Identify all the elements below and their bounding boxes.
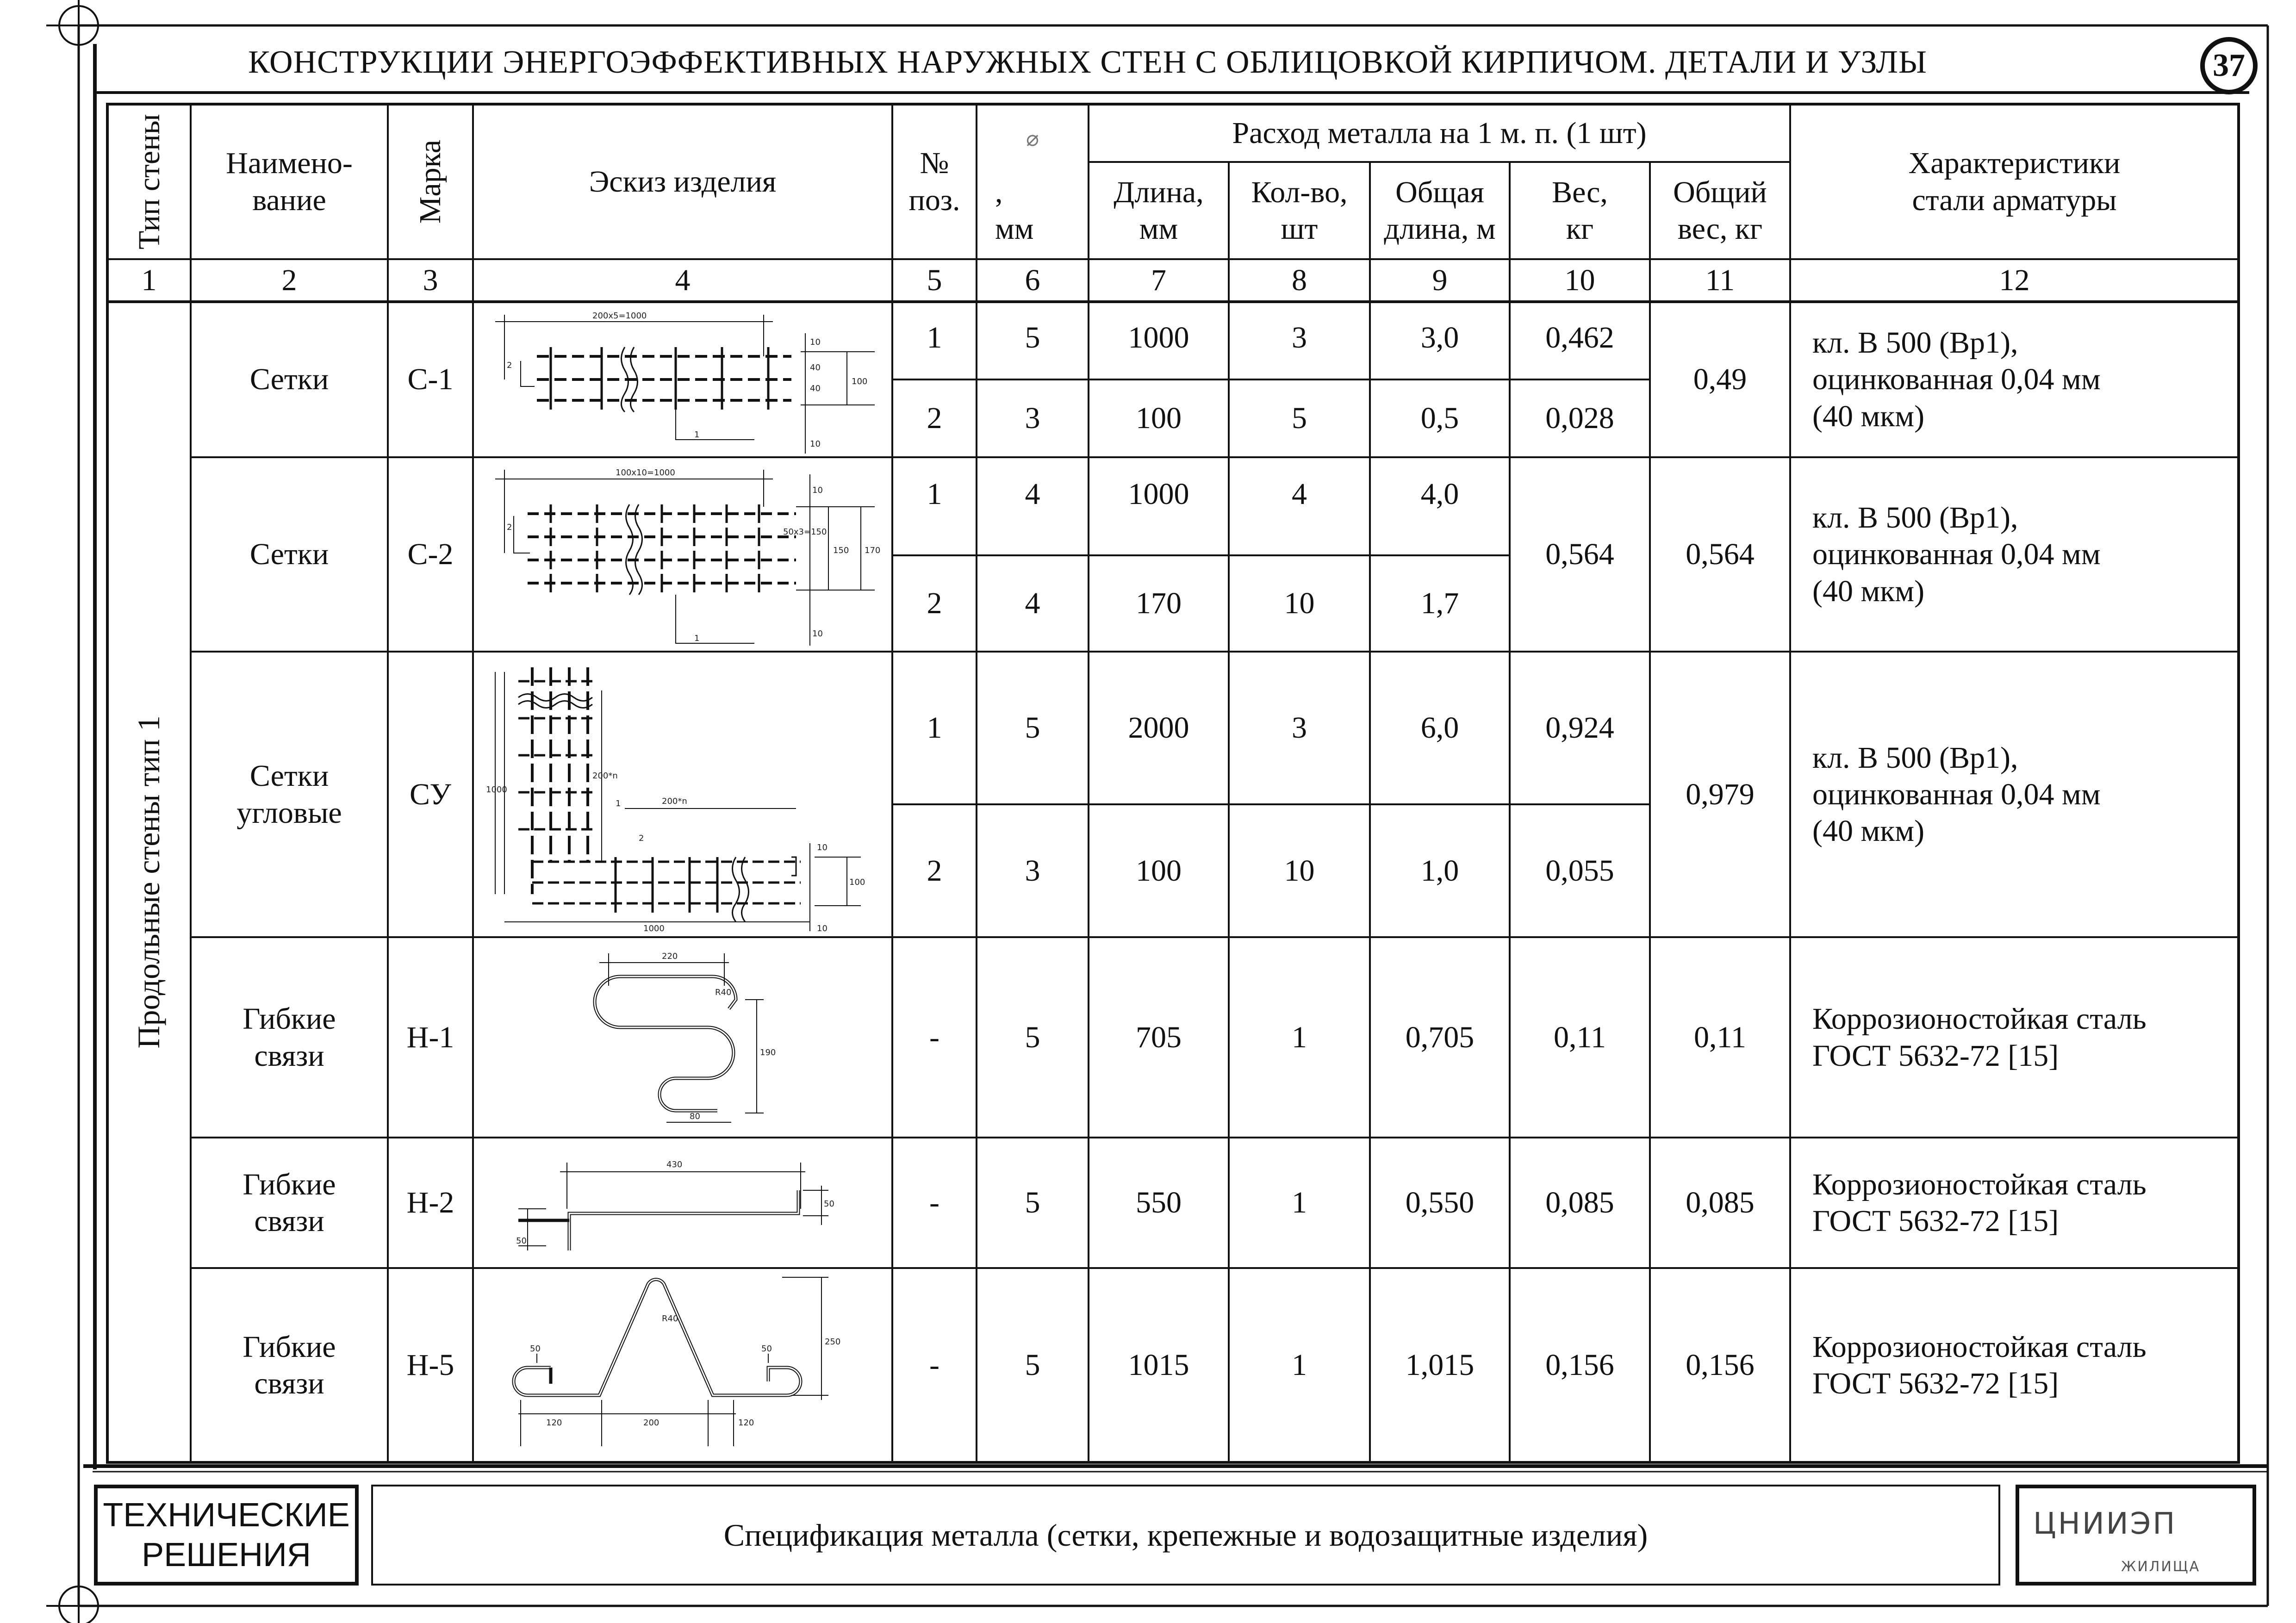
diam-cell: 4 xyxy=(1025,477,1040,511)
sketch-label: 150 xyxy=(833,546,849,555)
page-number: 37 xyxy=(2200,37,2258,94)
header-diameter-unit: , мм xyxy=(995,175,1034,246)
count-cell: 5 xyxy=(1292,401,1307,435)
sketch-label: 10 xyxy=(817,843,828,852)
header-diameter-symbol: ⌀ xyxy=(1026,127,1039,151)
item-mark: Н-1 xyxy=(406,1020,454,1054)
footer-sheet-title: Спецификация металла (сетки, крепежные и водозащитные изделия) xyxy=(371,1485,2000,1586)
sketch-label: 200 xyxy=(643,1418,660,1428)
sketch-label: 2 xyxy=(507,522,512,532)
sketch-label: 1000 xyxy=(486,785,507,795)
weight-cell: 0,564 xyxy=(1545,537,1614,572)
pos-cell: - xyxy=(929,1186,940,1220)
diam-cell: 5 xyxy=(1025,321,1040,354)
weight-cell: 0,028 xyxy=(1545,401,1614,435)
sketch-label: R40 xyxy=(662,1314,678,1324)
diam-cell: 5 xyxy=(1025,1186,1040,1220)
length-cell: 1000 xyxy=(1128,477,1189,511)
item-mark: СУ xyxy=(410,777,451,811)
item-name: Гибкие связи xyxy=(243,1330,336,1400)
item-mark: С-1 xyxy=(407,362,454,397)
characteristics-cell: Коррозионостойкая сталь ГОСТ 5632-72 [15] xyxy=(1812,1002,2147,1073)
diam-cell: 3 xyxy=(1025,401,1040,435)
total-weight-cell: 0,979 xyxy=(1686,777,1755,811)
logo-main-text: ЦНИИЭП xyxy=(2033,1507,2177,1541)
sketch-tie-h1 xyxy=(477,939,889,1136)
total-length-cell: 0,550 xyxy=(1405,1186,1475,1220)
sketch-label: 100 xyxy=(849,877,865,887)
sketch-label: 120 xyxy=(738,1418,754,1428)
weight-cell: 0,11 xyxy=(1553,1020,1606,1054)
sketch-label: 50 xyxy=(516,1236,527,1246)
total-length-cell: 0,705 xyxy=(1405,1020,1475,1054)
sketch-label: 1000 xyxy=(643,924,665,933)
weight-cell: 0,156 xyxy=(1545,1348,1614,1382)
sketch-label: 40 xyxy=(810,363,821,373)
count-cell: 1 xyxy=(1292,1348,1307,1382)
sketch-label: 80 xyxy=(690,1112,700,1121)
total-length-cell: 6,0 xyxy=(1420,711,1459,745)
total-length-cell: 1,015 xyxy=(1405,1348,1475,1382)
sketch-mesh-c1 xyxy=(477,305,889,454)
col-number: 5 xyxy=(927,263,942,298)
sketch-mesh-c2 xyxy=(477,460,889,649)
total-length-cell: 3,0 xyxy=(1420,321,1459,354)
characteristics-cell: Коррозионостойкая сталь ГОСТ 5632-72 [15] xyxy=(1812,1167,2147,1238)
header-weight: Вес, кг xyxy=(1552,175,1608,246)
item-name: Сетки угловые xyxy=(236,759,342,830)
col-number: 2 xyxy=(281,263,297,298)
weight-cell: 0,085 xyxy=(1545,1186,1614,1220)
header-length: Длина, мм xyxy=(1114,175,1204,246)
sketch-label: 1 xyxy=(694,430,700,440)
length-cell: 550 xyxy=(1136,1186,1182,1220)
weight-cell: 0,055 xyxy=(1545,853,1614,888)
pos-cell: 1 xyxy=(927,477,942,511)
item-name: Гибкие связи xyxy=(243,1167,336,1238)
sketch-label: 190 xyxy=(760,1048,776,1057)
count-cell: 4 xyxy=(1292,477,1307,511)
characteristics-cell: Коррозионостойкая сталь ГОСТ 5632-72 [15] xyxy=(1812,1330,2147,1400)
count-cell: 1 xyxy=(1292,1020,1307,1054)
sketch-label: 200х5=1000 xyxy=(592,311,647,321)
characteristics-cell: кл. В 500 (Вр1), оцинкованная 0,04 мм (40 мкм) xyxy=(1812,501,2101,608)
sketch-label: 100 xyxy=(852,377,868,386)
footer-logo xyxy=(2016,1485,2256,1586)
diam-cell: 5 xyxy=(1025,1348,1040,1382)
sketch-label: 1 xyxy=(694,634,700,643)
sketch-label: 50х3=150 xyxy=(783,527,827,537)
sketch-label: 2 xyxy=(639,833,644,843)
weight-cell: 0,924 xyxy=(1545,711,1614,745)
footer-section-label: ТЕХНИЧЕСКИЕ РЕШЕНИЯ xyxy=(94,1485,359,1586)
total-length-cell: 1,7 xyxy=(1420,586,1459,621)
diam-cell: 5 xyxy=(1025,711,1040,745)
pos-cell: 2 xyxy=(927,401,942,435)
sketch-label: 50 xyxy=(824,1199,834,1209)
logo-sub-text: ЖИЛИЩА xyxy=(2121,1559,2201,1575)
col-number: 11 xyxy=(1705,263,1735,298)
header-pos: № поз. xyxy=(908,146,960,217)
total-length-cell: 0,5 xyxy=(1420,401,1459,435)
header-name: Наимено- вание xyxy=(226,146,353,217)
col-number: 8 xyxy=(1292,263,1307,298)
characteristics-cell: кл. В 500 (Вр1), оцинкованная 0,04 мм (40 мкм) xyxy=(1812,740,2101,848)
total-weight-cell: 0,11 xyxy=(1693,1020,1747,1054)
col-number: 4 xyxy=(675,263,691,298)
length-cell: 705 xyxy=(1136,1020,1182,1054)
total-weight-cell: 0,085 xyxy=(1686,1186,1755,1220)
sketch-label: 1 xyxy=(616,799,621,808)
pos-cell: 2 xyxy=(927,853,942,888)
sketch-tie-h2 xyxy=(477,1139,889,1266)
total-length-cell: 4,0 xyxy=(1420,477,1459,511)
sketch-label: 10 xyxy=(810,337,821,347)
col-number: 1 xyxy=(141,263,157,298)
header-sketch: Эскиз изделия xyxy=(589,164,777,199)
length-cell: 100 xyxy=(1136,401,1182,435)
col-number: 6 xyxy=(1025,263,1040,298)
sketch-label: 220 xyxy=(662,951,678,961)
sketch-label: 10 xyxy=(810,439,821,449)
characteristics-cell: кл. В 500 (Вр1), оцинкованная 0,04 мм (40 мкм) xyxy=(1812,326,2101,433)
pos-cell: 1 xyxy=(927,711,942,745)
sketch-mesh-corner xyxy=(477,653,889,936)
sketch-label: 2 xyxy=(507,361,512,370)
item-name: Гибкие связи xyxy=(243,1002,336,1073)
col-number: 10 xyxy=(1564,263,1595,298)
col-number: 9 xyxy=(1432,263,1448,298)
diam-cell: 5 xyxy=(1025,1020,1040,1054)
col-number: 7 xyxy=(1151,263,1166,298)
length-cell: 1015 xyxy=(1128,1348,1189,1382)
sketch-label: 100х10=1000 xyxy=(616,468,675,478)
length-cell: 2000 xyxy=(1128,711,1189,745)
sketch-label: 200*n xyxy=(592,771,618,781)
pos-cell: 2 xyxy=(927,586,942,621)
pos-cell: - xyxy=(929,1020,940,1054)
col-number: 12 xyxy=(1999,263,2030,298)
sketch-label: 430 xyxy=(666,1160,683,1169)
count-cell: 10 xyxy=(1284,586,1315,621)
col-number: 3 xyxy=(423,263,438,298)
count-cell: 1 xyxy=(1292,1186,1307,1220)
diam-cell: 4 xyxy=(1025,586,1040,621)
header-total-length: Общая длина, м xyxy=(1384,175,1496,246)
pos-cell: - xyxy=(929,1348,940,1382)
sketch-label: 200*n xyxy=(662,796,687,806)
document-title: КОНСТРУКЦИИ ЭНЕРГОЭФФЕКТИВНЫХ НАРУЖНЫХ СТЕН С ОБЛИЦОВКОЙ КИРПИЧОМ. ДЕТАЛИ И УЗЛЫ xyxy=(248,44,1927,80)
wall-type-label: Продольные стены тип 1 xyxy=(131,715,167,1049)
total-weight-cell: 0,49 xyxy=(1693,362,1747,397)
length-cell: 1000 xyxy=(1128,321,1189,354)
total-weight-cell: 0,156 xyxy=(1686,1348,1755,1382)
header-mark: Марка xyxy=(413,139,448,224)
length-cell: 100 xyxy=(1136,853,1182,888)
sketch-label: 10 xyxy=(812,485,823,495)
sketch-label: 50 xyxy=(761,1344,772,1354)
header-wall-type: Тип стены xyxy=(132,114,166,249)
sketch-label: 50 xyxy=(530,1344,541,1354)
count-cell: 3 xyxy=(1292,321,1307,354)
item-name: Сетки xyxy=(249,362,329,397)
header-total-weight: Общий вес, кг xyxy=(1673,175,1767,246)
sketch-label: R40 xyxy=(715,988,732,997)
sketch-label: 40 xyxy=(810,384,821,393)
sketch-tie-h5 xyxy=(477,1270,889,1460)
sketch-label: 120 xyxy=(546,1418,562,1428)
diam-cell: 3 xyxy=(1025,853,1040,888)
item-mark: С-2 xyxy=(407,537,454,572)
sketch-label: 250 xyxy=(825,1337,841,1347)
length-cell: 170 xyxy=(1136,586,1182,621)
count-cell: 10 xyxy=(1284,853,1315,888)
pos-cell: 1 xyxy=(927,321,942,354)
sketch-label: 10 xyxy=(817,924,828,933)
header-metal-consumption: Расход металла на 1 м. п. (1 шт) xyxy=(1232,116,1647,150)
weight-cell: 0,462 xyxy=(1545,321,1614,354)
item-mark: Н-5 xyxy=(406,1348,454,1382)
sketch-label: 170 xyxy=(865,546,881,555)
item-mark: Н-2 xyxy=(406,1186,454,1220)
header-count: Кол-во, шт xyxy=(1251,175,1348,246)
header-characteristics: Характеристики стали арматуры xyxy=(1908,146,2121,217)
count-cell: 3 xyxy=(1292,711,1307,745)
sketch-label: 10 xyxy=(812,629,823,639)
item-name: Сетки xyxy=(249,537,329,572)
total-weight-cell: 0,564 xyxy=(1686,537,1755,572)
total-length-cell: 1,0 xyxy=(1420,853,1459,888)
